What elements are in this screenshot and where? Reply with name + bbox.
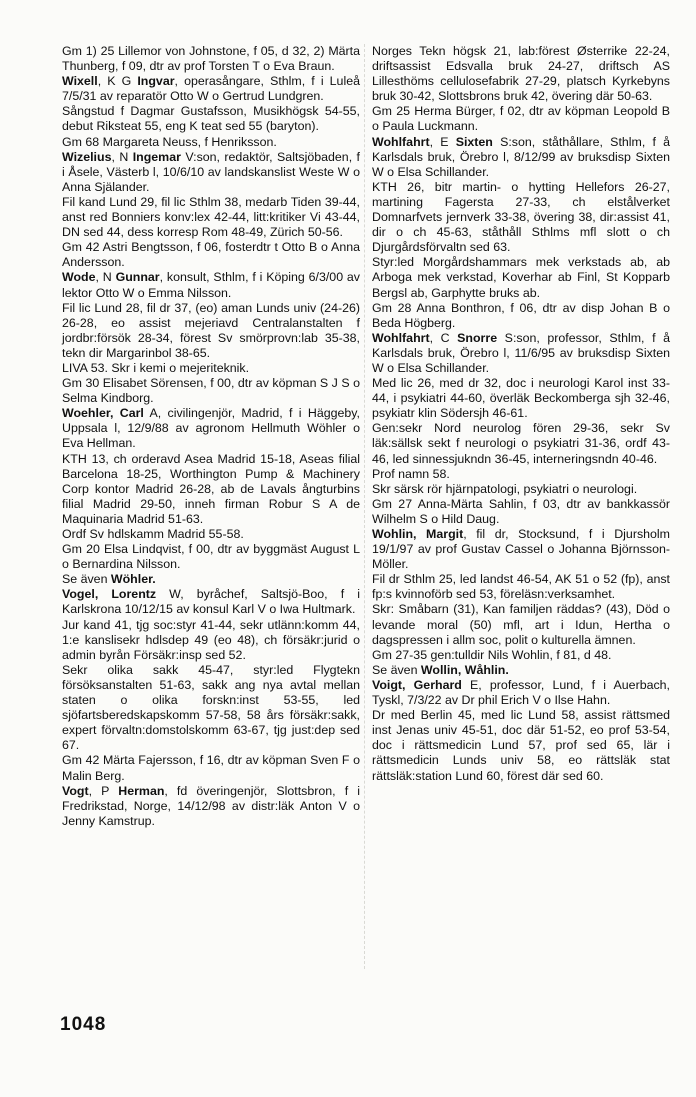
entry-paragraph: Wohlfahrt, C Snorre S:son, professor, Sthlm, f å Karlsdals bruk, Örebro l, 11/6/95 av bruksdisp Sixten W o Elsa Schillander. — [372, 330, 670, 375]
entry-paragraph: Wohlin, Margit, fil dr, Stocksund, f i Djursholm 19/1/97 av prof Gustav Cassel o Johanna Björnsson-Möller. — [372, 527, 670, 572]
entry-paragraph: Skr: Småbarn (31), Kan familjen räddas? (43), Död o levande moral (50) mfl, art i Idun, Hertha o dagspressen i allm soc, polit o kulturella ämnen. — [372, 602, 670, 647]
entry-paragraph: Gm 68 Margareta Neuss, f Henriksson. — [62, 134, 277, 149]
entry-paragraph: Gm 30 Elisabet Sörensen, f 00, dtr av köpman S J S o Selma Kindborg. — [62, 376, 360, 406]
entry-paragraph: Se även Wollin, Wåhlin. — [372, 662, 509, 677]
entry-name: Wohlfahrt — [372, 330, 430, 345]
entry-name: Wöhler. — [110, 572, 156, 587]
entry-name: Ingvar — [137, 74, 175, 89]
entry-name: Wixell — [62, 74, 98, 89]
left-column — [62, 44, 360, 829]
entry-paragraph: Wizelius, N Ingemar V:son, redaktör, Saltsjöbaden, f i Åsele, Västerb l, 10/6/10 av landskanslist Weste W o Anna Själander. — [62, 149, 360, 194]
entry-name: Sixten — [455, 134, 493, 149]
entry-paragraph: Sångstud f Dagmar Gustafsson, Musikhögsk 54-55, debut Riksteat 55, eng K teat sed 55 (baryton). — [62, 104, 360, 134]
entry-paragraph: Voigt, Gerhard E, professor, Lund, f i Auerbach, Tyskl, 7/3/22 av Dr phil Erich V o Ilse Hahn. — [372, 677, 670, 708]
entry-paragraph: Vogt, P Herman, fd överingenjör, Slottsbron, f i Fredrikstad, Norge, 14/12/98 av distr:läk Anton V o Jenny Kamstrup. — [62, 783, 360, 828]
entry-name: Wohlfahrt — [372, 134, 430, 149]
entry-paragraph: Norges Tekn högsk 21, lab:förest Østerrike 22-24, driftsassist Edsvalla bruk 24-27, driftsch AS Lillesthöms cellulosefabrik 27-29, platsch Kyrkebyns bruk 30-42, Slottsbrons bruk 42, övering där 50-63. — [372, 44, 670, 104]
entry-paragraph: Styr:led Morgårdshammars mek verkstads ab, ab Arboga mek verkstad, Koverhar ab Finl, St Kopparb Bergsl ab, Garphytte bruks ab. — [372, 255, 670, 300]
entry-name: Wollin, Wåhlin. — [420, 662, 509, 677]
entry-paragraph: Dr med Berlin 45, med lic Lund 58, assist rättsmed inst Jenas univ 45-51, doc där 51-52, eo prof 53-54, doc i rättsmedicin Lund 57, prof sed 65, lär i rättsmedicin Lunds univ 58, eo rättsläk stat rättsläk:station Lund 60, förest där sed 60. — [372, 708, 670, 783]
entry-name: Vogt — [62, 783, 89, 798]
entry-name: Wode — [62, 270, 96, 285]
entry-paragraph: LIVA 53. Skr i kemi o mejeriteknik. — [62, 360, 250, 375]
entry-name: Gunnar — [115, 270, 160, 285]
entry-name: Voigt, Gerhard — [372, 677, 462, 692]
entry-paragraph: Gm 42 Märta Fajersson, f 16, dtr av köpman Sven F o Malin Berg. — [62, 753, 360, 783]
entry-paragraph: Wode, N Gunnar, konsult, Sthlm, f i Köping 6/3/00 av lektor Otto W o Emma Nilsson. — [62, 270, 361, 300]
right-column — [372, 44, 670, 784]
entry-paragraph: Gm 1) 25 Lillemor von Johnstone, f 05, d 32, 2) Märta Thunberg, f 09, dtr av prof Torsten T o Eva Braun. — [62, 44, 360, 74]
entry-paragraph: Jur kand 41, tjg soc:styr 41-44, sekr utlänn:komm 44, 1:e kanslisekr hdlsdep 49 (eo 48), ch försäkr:jurid o admin byrån Försäkr:insp sed 52. — [62, 617, 360, 662]
entry-paragraph: Med lic 26, med dr 32, doc i neurologi Karol inst 33-44, i psykiatri 44-60, överläk Beckomberga sjh 32-46, psykiatr klin Södersjh 46-61. — [372, 376, 670, 421]
entry-name: Wohlin, Margit — [372, 527, 464, 541]
entry-name: Vogel, Lorentz — [62, 587, 157, 602]
entry-paragraph: Gm 28 Anna Bonthron, f 06, dtr av disp Johan B o Beda Högberg. — [372, 300, 670, 330]
entry-paragraph: Vogel, Lorentz W, byråchef, Saltsjö-Boo, f i Karlskrona 10/12/15 av konsul Karl V o Iwa Hultmark. — [62, 587, 360, 617]
entry-paragraph: Gm 25 Herma Bürger, f 02, dtr av köpman Leopold B o Paula Luckmann. — [372, 104, 670, 134]
entry-paragraph: Fil lic Lund 28, fil dr 37, (eo) aman Lunds univ (24-26) 26-28, eo assist mejeriavd Centralanstalten f jordbr:försök 28-34, förest Sv smörprovn:lab 35-38, tekn dir Margarinbol 38-65. — [62, 300, 360, 360]
entry-paragraph: Prof namn 58. — [372, 466, 450, 481]
entry-paragraph: Gm 27-35 gen:tulldir Nils Wohlin, f 81, d 48. — [372, 647, 612, 662]
entry-paragraph: Sekr olika sakk 45-47, styr:led Flygtekn försöksanstalten 51-63, sakk ang nya avtal mellan staten o olika forskn:inst 53-55, led sjöfartsberedskapskomm 57-58, 58 års försäkr:sakk, expert förvaltn:domstolskomm 63-67, tjg just:dep sed 67. — [62, 662, 360, 753]
entry-name: Woehler, Carl — [62, 406, 144, 421]
entry-paragraph: KTH 26, bitr martin- o hytting Hellefors 26-27, martining Fagersta 27-33, ch elstålverket Domnarfvets jernverk 33-38, övering 38, dir:assist 41, dir o ch 45-63, ståthåll Sthlms mfl slott o ch Djurgårdsförvaltn sed 63. — [372, 179, 670, 255]
entry-name: Ingemar — [132, 149, 181, 164]
entry-paragraph: KTH 13, ch orderavd Asea Madrid 15-18, Aseas filial Barcelona 18-25, Worthington Pump & Machinery Corp kontor Madrid 26-28, ab de Lavals ångturbins filial Madrid 29-50, inneh firman Robur S A de Maquinaria Madrid 51-63. — [62, 451, 360, 526]
entry-paragraph: Ordf Sv hdlskamm Madrid 55-58. — [62, 527, 244, 541]
entry-paragraph: Wohlfahrt, E Sixten S:son, ståthållare, Sthlm, f å Karlsdals bruk, Örebro l, 8/12/99 av bruksdisp Sixten W o Elsa Schillander. — [372, 134, 671, 179]
entry-paragraph: Gm 42 Astri Bengtsson, f 06, fosterdtr t Otto B o Anna Andersson. — [62, 240, 360, 270]
entry-paragraph: Gm 20 Elsa Lindqvist, f 00, dtr av byggmäst August L o Bernardina Nilsson. — [62, 542, 360, 572]
entry-paragraph: Skr särsk rör hjärnpatologi, psykiatri o neurologi. — [372, 481, 638, 496]
entry-paragraph: Fil kand Lund 29, fil lic Sthlm 38, medarb Tiden 39-44, anst red Bonniers konv:lex 42-44, litt:kritiker Vi 43-44, DN sed 44, dess korresp Rom 48-49, Zürich 50-56. — [62, 194, 360, 240]
entry-paragraph: Wixell, K G Ingvar, operasångare, Sthlm, f i Luleå 7/5/31 av reparatör Otto W o Gertrud Lundgren. — [62, 74, 360, 104]
entry-paragraph: Gm 27 Anna-Märta Sahlin, f 03, dtr av bankkassör Wilhelm S o Hild Daug. — [372, 496, 670, 526]
page-number: 1048 — [60, 1014, 107, 1035]
entry-paragraph: Gen:sekr Nord neurolog fören 29-36, sekr Sv läk:sällsk sekt f neurologi o psykiatri 31-36, ordf 43-46, led sinnessjukndn 36-45, interneringsndn 40-46. — [372, 421, 670, 466]
entry-paragraph: Fil dr Sthlm 25, led landst 46-54, AK 51 o 52 (fp), anst fp:s kvinnoförb sed 53, föreläsn:verksamhet. — [372, 572, 670, 602]
entry-name: Snorre — [457, 330, 498, 345]
column-divider — [364, 44, 365, 969]
entry-name: Wizelius — [62, 149, 112, 164]
entry-paragraph: Woehler, Carl A, civilingenjör, Madrid, f i Häggeby, Uppsala l, 12/9/88 av agronom Hellmuth Wöhler o Eva Hellman. — [62, 406, 360, 451]
entry-name: Herman — [118, 783, 165, 798]
entry-paragraph: Se även Wöhler. — [62, 572, 156, 587]
